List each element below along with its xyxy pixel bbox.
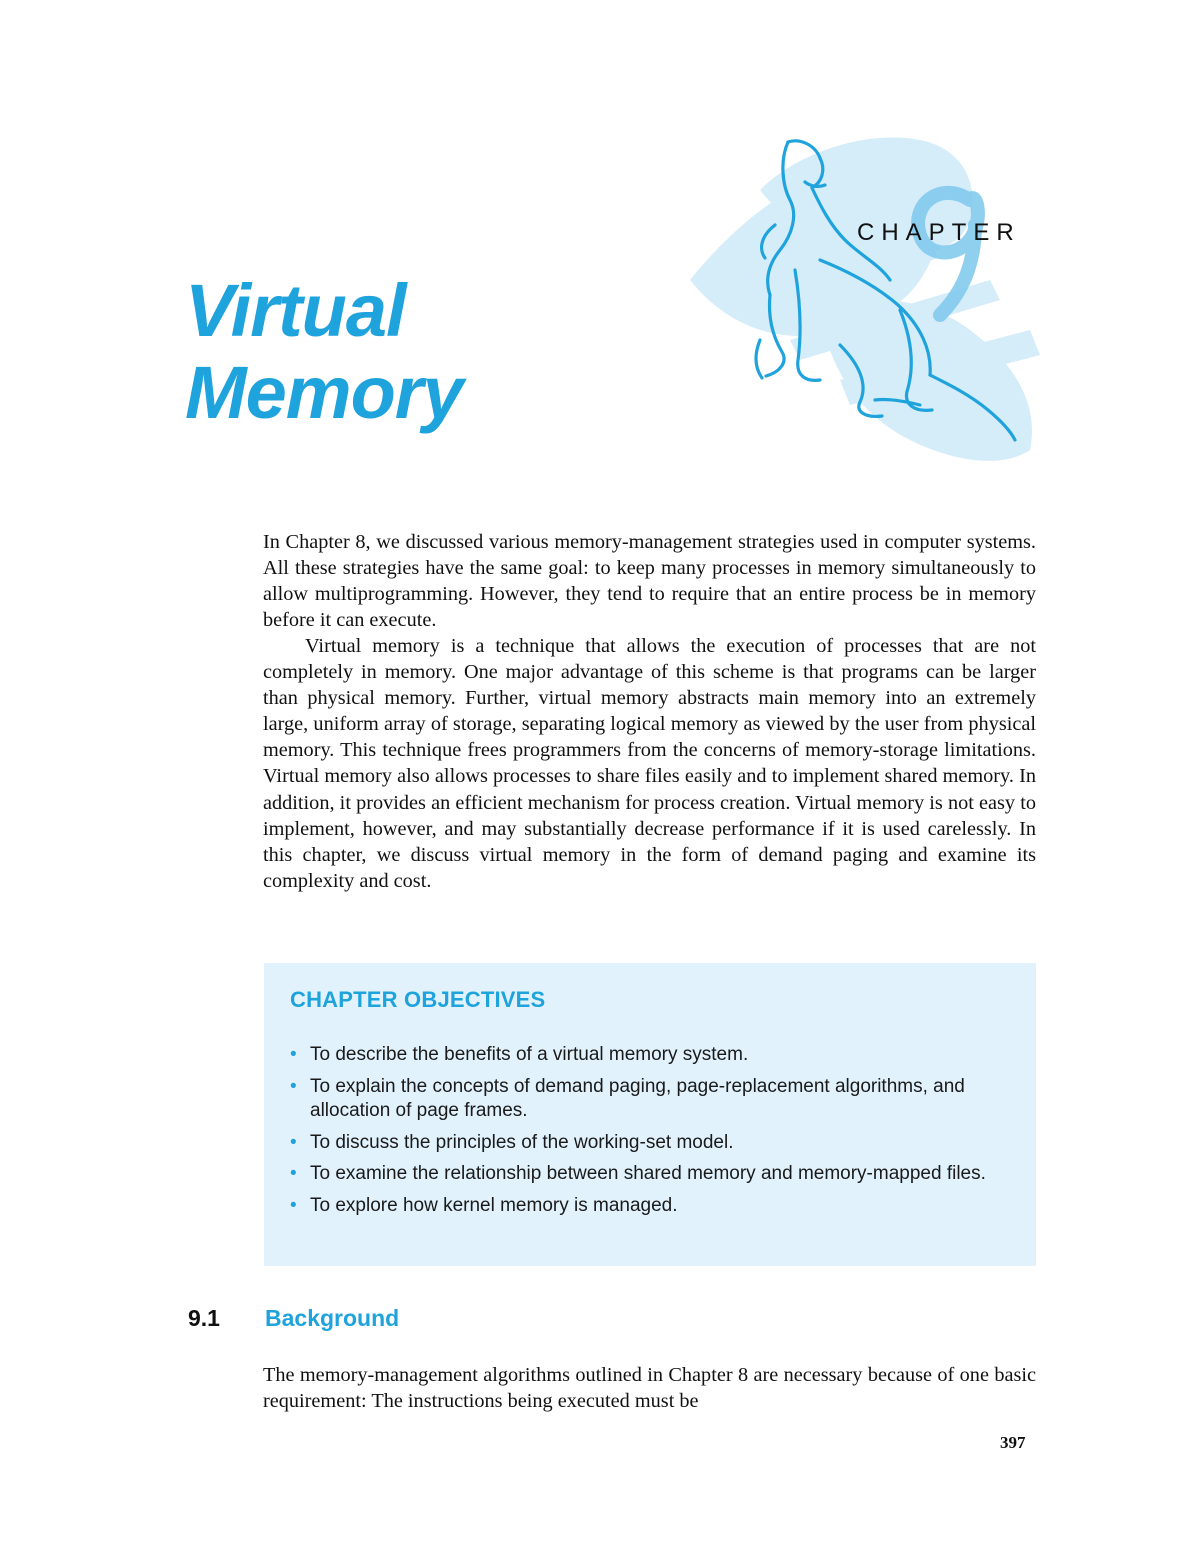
section-title: Background [265,1305,400,1331]
section-number: 9.1 [188,1305,220,1331]
chapter-title-line1: Virtual [185,269,406,352]
bullet-icon: • [290,1075,297,1097]
dinosaur-illustration [670,130,1050,470]
objective-text: To discuss the principles of the working-set model. [310,1131,734,1153]
bullet-icon: • [290,1194,297,1216]
chapter-title [185,270,463,434]
section-paragraph: The memory-management algorithms outlined in Chapter 8 are necessary because of one basic requirement: The instructions being executed must be [263,1364,1036,1413]
bullet-icon: • [290,1131,297,1153]
bullet-icon: • [290,1044,297,1065]
objective-item [290,1131,1010,1156]
objective-item [290,1162,1010,1187]
objective-item [290,1075,1010,1124]
intro-paragraph-1: In Chapter 8, we discussed various memory-management strategies used in computer systems. All these strategies have the same goal: to keep many processes in memory simultaneously to allow multiprogramming. However, they tend to require that an entire process be in memory before it can execute. [263,531,1036,632]
intro-paragraph-2: Virtual memory is a technique that allows the execution of processes that are not completely in memory. One major advantage of this scheme is that programs can be larger than physical memory. Further, virtual memory abstracts main memory into an extremely large, uniform array of storage, separating logical memory as viewed by the user from physical memory. This technique frees programmers from the concerns of memory-storage limitations. Virtual memory also allows processes to share files easily and to implement shared memory. In addition, it provides an efficient mechanism for process creation. Virtual memory is not easy to implement, however, and may substantially decrease performance if it is used carelessly. In this chapter, we discuss virtual memory in the form of demand paging and examine its complexity and cost. [263,635,1036,892]
chapter-title-line2: Memory [185,351,463,434]
objective-item [290,1043,1010,1068]
objective-text: To explain the concepts of demand paging, page-replacement algorithms, and allocation of page frames. [310,1075,965,1121]
page-number: 397 [1000,1433,1026,1452]
objective-text: To describe the benefits of a virtual memory system. [310,1044,749,1065]
objective-text: To examine the relationship between shared memory and memory-mapped files. [310,1163,986,1184]
objective-item [290,1194,1010,1219]
objectives-heading: CHAPTER OBJECTIVES [290,987,546,1012]
objective-text: To explore how kernel memory is managed. [310,1194,678,1216]
splash-strokes [690,137,1040,460]
chapter-label: CHAPTER [857,219,1021,246]
objectives-list [290,1043,1010,1218]
chapter-objectives-box [264,963,1036,1266]
bullet-icon: • [290,1163,297,1184]
